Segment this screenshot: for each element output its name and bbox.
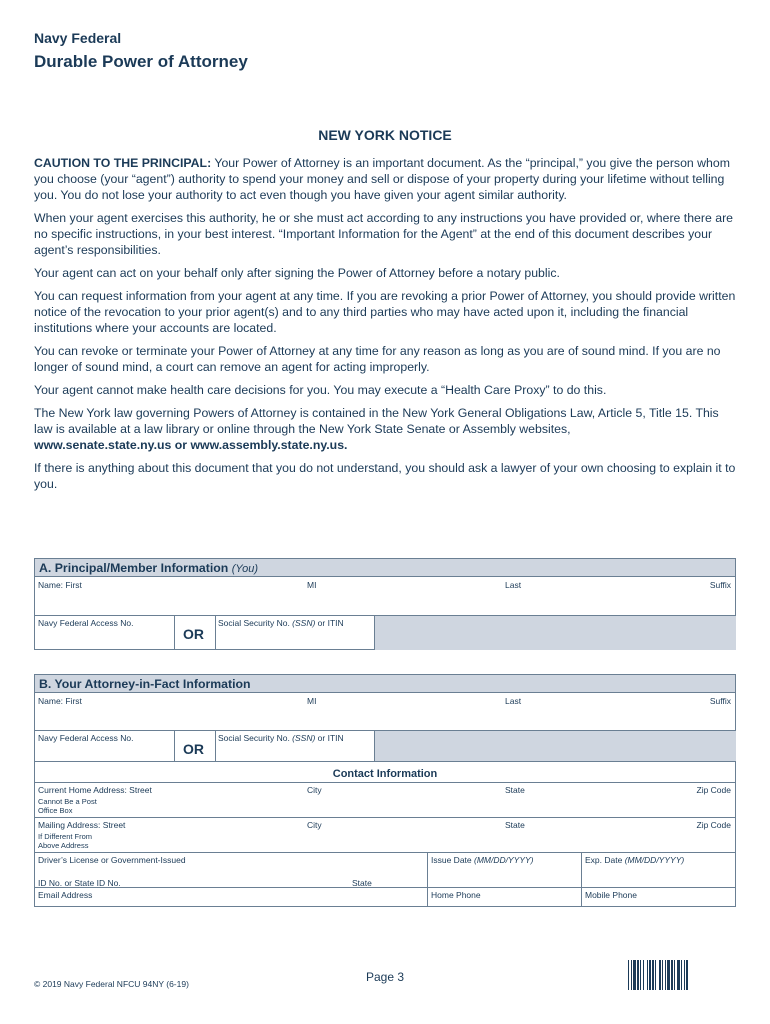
or-separator: OR bbox=[183, 741, 204, 757]
section-a-header bbox=[35, 559, 735, 577]
section-a-subtitle: (You) bbox=[231, 563, 258, 575]
notice-paragraph-7 bbox=[34, 405, 739, 453]
state-websites-link[interactable]: www.senate.state.ny.us or www.assembly.state.ny.us. bbox=[34, 438, 348, 452]
access-no-label: Navy Federal Access No. bbox=[38, 733, 134, 743]
org-name: Navy Federal bbox=[34, 30, 122, 46]
ssn-label-suffix: or ITIN bbox=[315, 733, 344, 743]
principal-access-no-field[interactable] bbox=[35, 616, 174, 650]
drivers-license-label: Driver’s License or Government-Issued bbox=[38, 855, 186, 865]
section-a-principal bbox=[34, 558, 736, 650]
mailing-street-label: Mailing Address: Street bbox=[38, 820, 126, 830]
notice-title: NEW YORK NOTICE bbox=[318, 127, 452, 143]
suffix-label: Suffix bbox=[709, 580, 731, 590]
contact-info-title: Contact Information bbox=[332, 768, 438, 780]
email-label: Email Address bbox=[38, 890, 93, 900]
id-no-label: ID No. or State ID No. bbox=[38, 878, 121, 888]
name-first-label: Name: First bbox=[38, 696, 82, 706]
id-number-field[interactable] bbox=[35, 853, 427, 887]
document-title: Durable Power of Attorney bbox=[34, 52, 248, 71]
state-label: State bbox=[505, 785, 525, 795]
home-street-note: Cannot Be a Post Office Box bbox=[38, 797, 97, 815]
ssn-label-abbr: (SSN) bbox=[292, 618, 316, 628]
attorney-name-field[interactable] bbox=[35, 693, 735, 730]
attorney-ssn-field[interactable] bbox=[216, 731, 374, 761]
divider bbox=[374, 615, 375, 650]
notice-paragraph-4: You can request information from your agent at any time. If you are revoking a prior Power of Attorney, you should provide written notice of the revocation to your prior agent(s) and to any third parties who may have acted upon it, including the financial institutions where your accounts are located. bbox=[34, 289, 736, 335]
home-phone-label: Home Phone bbox=[431, 890, 481, 900]
issue-date-format: (MM/DD/YYYY) bbox=[474, 855, 534, 865]
exp-date-field[interactable] bbox=[582, 853, 736, 887]
state-label: State bbox=[505, 820, 525, 830]
mailing-street-note: If Different From Above Address bbox=[38, 832, 93, 850]
id-state-label: State bbox=[352, 878, 372, 888]
zip-label: Zip Code bbox=[696, 785, 731, 795]
home-address-field[interactable] bbox=[35, 783, 735, 817]
exp-date-format: (MM/DD/YYYY) bbox=[624, 855, 685, 865]
mi-label: MI bbox=[307, 696, 317, 706]
principal-ssn-field[interactable] bbox=[216, 616, 374, 650]
zip-label: Zip Code bbox=[696, 820, 731, 830]
notice-paragraph-1 bbox=[34, 155, 739, 203]
city-label: City bbox=[307, 820, 322, 830]
divider bbox=[174, 615, 175, 650]
mailing-address-field[interactable] bbox=[35, 818, 735, 852]
mobile-phone-label: Mobile Phone bbox=[585, 890, 637, 900]
divider bbox=[374, 730, 375, 761]
shaded-box bbox=[375, 731, 736, 761]
notice-paragraph-8: If there is anything about this document that you do not understand, you should ask a lawyer of your own choosing to explain it to you. bbox=[34, 461, 736, 491]
issue-date-field[interactable] bbox=[428, 853, 581, 887]
notice-paragraph-5: You can revoke or terminate your Power of Attorney at any time for any reason as long as you are of sound mind. If you are no longer of sound mind, a court can remove an agent for acting improperly. bbox=[34, 344, 721, 374]
notice-paragraph-7-text: The New York law governing Powers of Attorney is contained in the New York General Obligations Law, Article 5, Title 15. This law is available at a law library or online through the New York State Senate or Assembly websites, bbox=[34, 406, 719, 436]
name-first-label: Name: First bbox=[38, 580, 82, 590]
divider bbox=[174, 730, 175, 761]
notice-paragraph-3: Your agent can act on your behalf only after signing the Power of Attorney before a notary public. bbox=[34, 266, 560, 280]
notice-paragraph-6: Your agent cannot make health care decisions for you. You may execute a “Health Care Proxy” to do this. bbox=[34, 383, 607, 397]
principal-name-field[interactable] bbox=[35, 577, 735, 615]
ssn-label-text: Social Security No. bbox=[218, 618, 293, 628]
section-b-attorney bbox=[34, 674, 736, 907]
or-separator: OR bbox=[183, 626, 204, 642]
exp-date-text: Exp. Date bbox=[585, 855, 625, 865]
ssn-label-abbr: (SSN) bbox=[292, 733, 316, 743]
page-number: Page 3 bbox=[366, 970, 405, 984]
suffix-label: Suffix bbox=[709, 696, 731, 706]
ssn-label-text: Social Security No. bbox=[218, 733, 293, 743]
caution-lead: CAUTION TO THE PRINCIPAL: bbox=[34, 156, 212, 170]
notice-paragraph-1-text: Your Power of Attorney is an important document. As the “principal,” you give the person whom you choose (your “agent”) authority to spend your money and sell or dispose of your property during your lifetime without telling you. You do not lose your authority to act even though you have given your agent similar authority. bbox=[34, 156, 730, 202]
divider bbox=[35, 761, 735, 762]
notice-body bbox=[34, 155, 739, 499]
access-no-label: Navy Federal Access No. bbox=[38, 618, 134, 628]
ssn-label-suffix: or ITIN bbox=[315, 618, 344, 628]
attorney-access-no-field[interactable] bbox=[35, 731, 174, 761]
copyright-footer: © 2019 Navy Federal NFCU 94NY (6-19) bbox=[34, 979, 189, 989]
section-b-header: B. Your Attorney-in-Fact Information bbox=[35, 675, 735, 693]
last-label: Last bbox=[505, 696, 522, 706]
barcode-icon bbox=[628, 960, 736, 990]
mi-label: MI bbox=[307, 580, 317, 590]
shaded-box bbox=[375, 616, 736, 650]
home-phone-field[interactable] bbox=[428, 888, 581, 907]
last-label: Last bbox=[505, 580, 522, 590]
email-field[interactable] bbox=[35, 888, 427, 907]
home-street-label: Current Home Address: Street bbox=[38, 785, 152, 795]
city-label: City bbox=[307, 785, 322, 795]
mobile-phone-field[interactable] bbox=[582, 888, 736, 907]
issue-date-text: Issue Date bbox=[431, 855, 474, 865]
notice-paragraph-2: When your agent exercises this authority, he or she must act according to any instructions you have provided or, where there are no specific instructions, in your best interest. “Important Information for the Agent” at the end of this document describes your agent’s responsibilities. bbox=[34, 211, 734, 257]
section-a-title: A. Principal/Member Information bbox=[39, 561, 229, 575]
